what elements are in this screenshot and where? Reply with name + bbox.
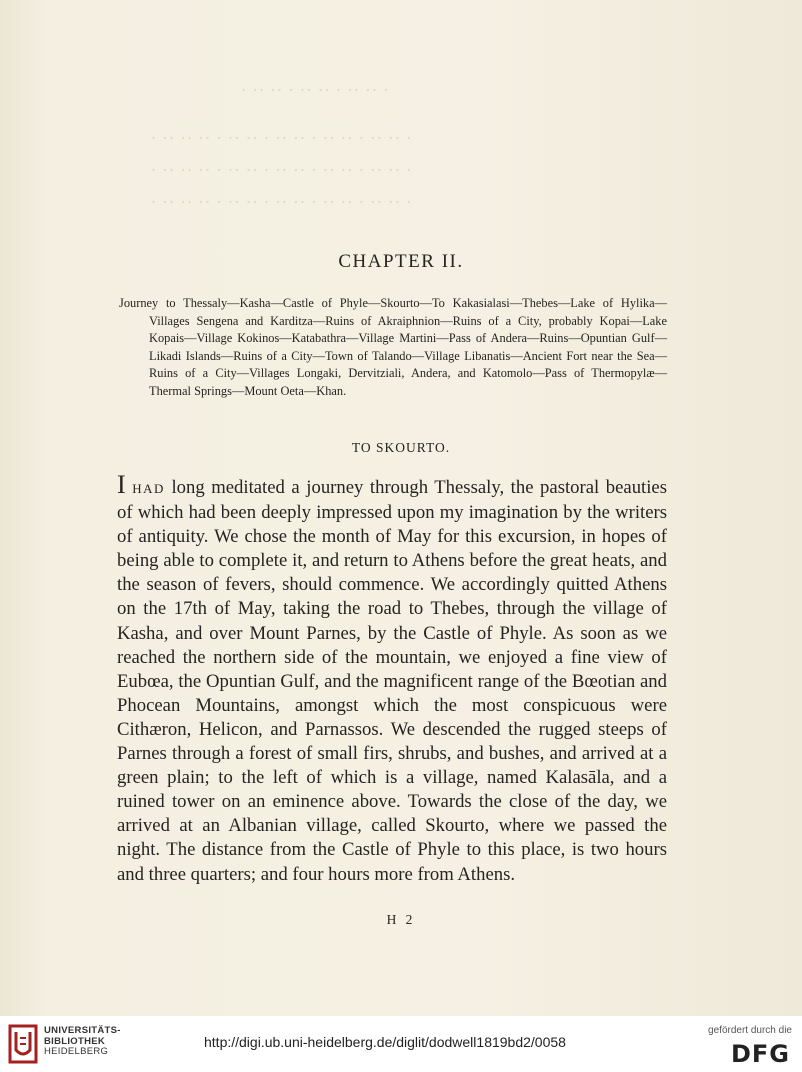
bleed-through-text: · ·· ·· · ·· ·· · ·· ·· · ·· ·· · ·· ·· ·· · [150,160,412,180]
dfg-logo: DFG [730,1040,790,1068]
bleed-through-text: · ·· ·· · ·· ·· · ·· ·· · [240,80,389,100]
library-city: HEIDELBERG [44,1046,109,1057]
library-name-line2: BIBLIOTHEK [44,1035,106,1047]
university-library-logo-icon [8,1024,38,1064]
drop-cap: I [117,470,126,499]
library-name-line1: UNIVERSITÄTS- [44,1025,121,1036]
library-name [44,1026,121,1058]
chapter-title: CHAPTER II. [338,251,464,272]
section-heading: TO SKOURTO. [351,440,451,455]
bleed-through-text: · ·· ·· · ·· ·· · ·· ·· · ·· ·· · ·· ·· ·· · [150,128,412,148]
body-text: long meditated a journey through Thessaly, the pastoral beauties of which had been deeply impressed upon my imagination by the writers of antiquity. We chose the month of May for this excursion, in hopes of being able to complete it, and return to Athens before the great heats, and the season of fevers, should commence. We accordingly quitted Athens on the 17th of May, taking the road to Thebes, through the village of Kasha, and over Mount Parnes, by the Castle of Phyle. As soon as we reached the northern side of the mountain, we enjoyed a fine view of Eubœa, the Opuntian Gulf, and the magnificent range of the Bœotian and Phocean Mountains, amongst which the most conspicuous were Cithæron, Helicon, and Parnassos. We descended the rugged steeps of Parnes through a forest of small firs, shrubs, and bushes, and arrived at a green plain; to the left of which is a village, named Kalasāla, and a ruined tower on an eminence above. Towards the close of the day, we arrived at an Albanian village, called Skourto, where we passed the night. The distance from the Castle of Phyle to this place, is two hours and three quarters; and four hours more from Athens. [117,477,667,885]
signature-mark: H 2 [386,912,416,927]
source-url-link[interactable]: http://digi.ub.uni-heidelberg.de/diglit/dodwell1819bd2/0058 [204,1034,566,1050]
chapter-summary: Journey to Thessaly—Kasha—Castle of Phyle—Skourto—To Kakasialasi—Thebes—Lake of Hylika—Villages Sengena and Karditza—Ruins of Akraiphnion—Ruins of a City, probably Kopai—Lake Kopais—Village Kokinos—Katabathra—Village Martini—Pass of Andera—Ruins—Opuntian Gulf—Likadi Islands—Ruins of a City—Town of Talando—Village Libanatis—Ancient Fort near the Sea—Ruins of a City—Villages Longaki, Dervitziali, Andera, and Katomolo—Pass of Thermopylæ—Thermal Springs—Mount Oeta—Khan. [119,296,667,398]
bleed-through-text: · ·· ·· · ·· ·· · ·· ·· · ·· ·· · ·· ·· ·· · [150,192,412,212]
funding-label: gefördert durch die [708,1025,792,1036]
body-paragraph [117,470,667,887]
footer-bar [0,1016,802,1072]
small-caps-opening: HAD [132,481,165,496]
